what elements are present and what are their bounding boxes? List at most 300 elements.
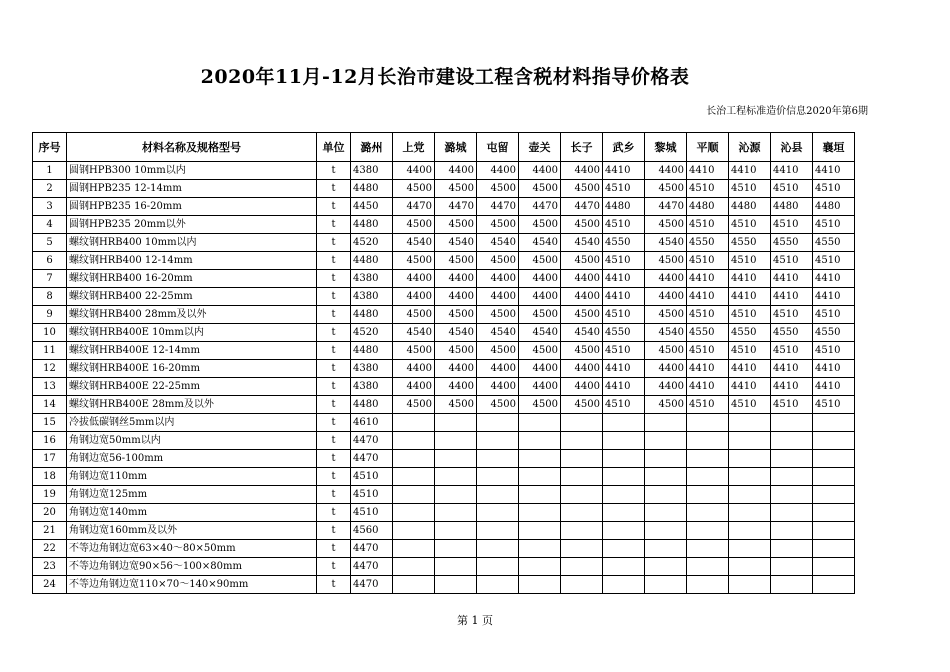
price-cell: 4400 bbox=[477, 270, 519, 288]
unit-cell: t bbox=[317, 342, 351, 360]
price-cell bbox=[435, 504, 477, 522]
price-cell bbox=[435, 468, 477, 486]
price-cell: 4500 bbox=[477, 306, 519, 324]
price-cell: 4410 bbox=[813, 270, 855, 288]
unit-cell: t bbox=[317, 378, 351, 396]
price-cell bbox=[477, 540, 519, 558]
price-cell: 4400 bbox=[477, 360, 519, 378]
price-cell: 4540 bbox=[393, 234, 435, 252]
price-cell bbox=[729, 558, 771, 576]
price-cell bbox=[561, 558, 603, 576]
table-row bbox=[33, 342, 855, 360]
price-cell: 4470 bbox=[351, 576, 393, 594]
price-cell: 4550 bbox=[687, 234, 729, 252]
price-cell: 4510 bbox=[603, 252, 645, 270]
price-cell bbox=[477, 558, 519, 576]
row-number: 16 bbox=[33, 432, 67, 450]
price-cell: 4510 bbox=[729, 306, 771, 324]
price-cell bbox=[813, 468, 855, 486]
price-cell: 4500 bbox=[645, 252, 687, 270]
table-row bbox=[33, 432, 855, 450]
column-header: 潞城 bbox=[435, 133, 477, 162]
price-cell: 4510 bbox=[813, 396, 855, 414]
price-cell: 4510 bbox=[813, 216, 855, 234]
price-cell bbox=[561, 504, 603, 522]
price-cell bbox=[435, 414, 477, 432]
price-cell bbox=[561, 414, 603, 432]
row-number: 2 bbox=[33, 180, 67, 198]
price-cell bbox=[393, 468, 435, 486]
unit-cell: t bbox=[317, 198, 351, 216]
price-cell bbox=[393, 558, 435, 576]
table-row bbox=[33, 450, 855, 468]
price-cell: 4400 bbox=[393, 378, 435, 396]
price-cell bbox=[393, 414, 435, 432]
price-cell: 4480 bbox=[351, 396, 393, 414]
page-title: 2020年11月-12月长治市建设工程含税材料指导价格表 bbox=[200, 66, 690, 88]
price-cell: 4500 bbox=[645, 216, 687, 234]
column-header: 平顺 bbox=[687, 133, 729, 162]
price-cell: 4480 bbox=[351, 180, 393, 198]
price-cell bbox=[603, 558, 645, 576]
price-cell: 4410 bbox=[729, 378, 771, 396]
price-cell: 4410 bbox=[813, 162, 855, 180]
price-cell: 4550 bbox=[603, 324, 645, 342]
price-cell: 4410 bbox=[771, 288, 813, 306]
price-cell: 4510 bbox=[351, 468, 393, 486]
material-name: 螺纹钢HRB400 12-14mm bbox=[67, 252, 317, 270]
unit-cell: t bbox=[317, 504, 351, 522]
price-cell bbox=[771, 450, 813, 468]
price-cell bbox=[645, 486, 687, 504]
material-name: 角钢边宽110mm bbox=[67, 468, 317, 486]
price-cell bbox=[393, 486, 435, 504]
unit-cell: t bbox=[317, 162, 351, 180]
price-cell bbox=[729, 576, 771, 594]
price-cell bbox=[603, 486, 645, 504]
price-cell: 4450 bbox=[351, 198, 393, 216]
price-cell: 4550 bbox=[771, 324, 813, 342]
table-row bbox=[33, 288, 855, 306]
price-cell bbox=[561, 432, 603, 450]
price-cell: 4510 bbox=[687, 252, 729, 270]
price-cell: 4400 bbox=[519, 270, 561, 288]
table-row bbox=[33, 360, 855, 378]
price-cell bbox=[603, 450, 645, 468]
price-cell bbox=[603, 540, 645, 558]
price-cell bbox=[477, 450, 519, 468]
price-cell: 4550 bbox=[687, 324, 729, 342]
row-number: 24 bbox=[33, 576, 67, 594]
unit-cell: t bbox=[317, 288, 351, 306]
price-cell: 4480 bbox=[351, 306, 393, 324]
unit-cell: t bbox=[317, 324, 351, 342]
price-cell bbox=[477, 486, 519, 504]
price-cell: 4480 bbox=[351, 252, 393, 270]
price-cell: 4500 bbox=[561, 342, 603, 360]
price-cell: 4500 bbox=[477, 252, 519, 270]
price-cell: 4400 bbox=[519, 162, 561, 180]
price-cell: 4510 bbox=[351, 504, 393, 522]
unit-cell: t bbox=[317, 414, 351, 432]
price-cell: 4400 bbox=[393, 288, 435, 306]
price-cell: 4500 bbox=[645, 396, 687, 414]
price-cell: 4400 bbox=[435, 162, 477, 180]
price-cell: 4410 bbox=[603, 378, 645, 396]
price-cell bbox=[645, 504, 687, 522]
table-row bbox=[33, 522, 855, 540]
price-cell bbox=[519, 450, 561, 468]
unit-cell: t bbox=[317, 450, 351, 468]
price-cell: 4510 bbox=[771, 396, 813, 414]
table-row bbox=[33, 216, 855, 234]
price-cell bbox=[813, 576, 855, 594]
price-cell: 4520 bbox=[351, 234, 393, 252]
table-row bbox=[33, 540, 855, 558]
row-number: 22 bbox=[33, 540, 67, 558]
price-cell bbox=[435, 432, 477, 450]
table-row bbox=[33, 396, 855, 414]
table-row bbox=[33, 414, 855, 432]
material-name: 圆钢HPB235 20mm以外 bbox=[67, 216, 317, 234]
price-cell bbox=[645, 468, 687, 486]
price-cell: 4510 bbox=[813, 342, 855, 360]
price-cell: 4410 bbox=[729, 162, 771, 180]
price-cell: 4500 bbox=[393, 342, 435, 360]
price-cell: 4500 bbox=[435, 252, 477, 270]
price-cell: 4540 bbox=[477, 324, 519, 342]
price-cell bbox=[393, 522, 435, 540]
price-cell: 4500 bbox=[561, 252, 603, 270]
price-cell bbox=[603, 432, 645, 450]
price-cell bbox=[813, 450, 855, 468]
price-cell bbox=[771, 414, 813, 432]
price-cell: 4400 bbox=[435, 378, 477, 396]
price-cell: 4480 bbox=[729, 198, 771, 216]
price-cell: 4510 bbox=[813, 180, 855, 198]
price-cell: 4480 bbox=[687, 198, 729, 216]
price-cell: 4400 bbox=[645, 360, 687, 378]
price-cell: 4380 bbox=[351, 288, 393, 306]
table-row bbox=[33, 324, 855, 342]
price-cell: 4550 bbox=[813, 234, 855, 252]
price-cell bbox=[687, 504, 729, 522]
price-cell bbox=[519, 558, 561, 576]
price-cell: 4500 bbox=[561, 180, 603, 198]
column-header: 长子 bbox=[561, 133, 603, 162]
price-cell bbox=[645, 450, 687, 468]
price-cell bbox=[435, 486, 477, 504]
unit-cell: t bbox=[317, 234, 351, 252]
price-cell: 4510 bbox=[687, 306, 729, 324]
column-header: 材料名称及规格型号 bbox=[67, 133, 317, 162]
row-number: 14 bbox=[33, 396, 67, 414]
price-cell: 4500 bbox=[435, 216, 477, 234]
price-cell: 4510 bbox=[687, 342, 729, 360]
price-cell bbox=[603, 468, 645, 486]
unit-cell: t bbox=[317, 216, 351, 234]
price-cell: 4410 bbox=[603, 270, 645, 288]
column-header: 上党 bbox=[393, 133, 435, 162]
price-cell bbox=[519, 576, 561, 594]
price-cell bbox=[477, 432, 519, 450]
price-cell: 4500 bbox=[477, 396, 519, 414]
table-body bbox=[33, 162, 855, 594]
price-cell: 4540 bbox=[519, 324, 561, 342]
price-cell: 4480 bbox=[351, 216, 393, 234]
price-cell: 4470 bbox=[645, 198, 687, 216]
column-header: 壶关 bbox=[519, 133, 561, 162]
price-cell bbox=[519, 522, 561, 540]
price-cell bbox=[687, 540, 729, 558]
price-table bbox=[32, 132, 855, 594]
column-header: 襄垣 bbox=[813, 133, 855, 162]
price-cell bbox=[519, 486, 561, 504]
price-cell bbox=[645, 414, 687, 432]
price-cell: 4400 bbox=[645, 288, 687, 306]
material-name: 冷拔低碳钢丝5mm以内 bbox=[67, 414, 317, 432]
price-cell: 4540 bbox=[477, 234, 519, 252]
issue-subtitle: 长治工程标准造价信息2020年第6期 bbox=[706, 106, 868, 117]
table-row bbox=[33, 306, 855, 324]
price-cell: 4410 bbox=[687, 360, 729, 378]
material-name: 角钢边宽140mm bbox=[67, 504, 317, 522]
price-cell: 4410 bbox=[813, 360, 855, 378]
price-cell bbox=[687, 558, 729, 576]
price-cell: 4400 bbox=[645, 270, 687, 288]
price-cell: 4410 bbox=[771, 162, 813, 180]
price-cell bbox=[603, 504, 645, 522]
price-cell: 4500 bbox=[393, 180, 435, 198]
price-cell: 4400 bbox=[645, 162, 687, 180]
price-cell: 4470 bbox=[351, 558, 393, 576]
price-cell: 4550 bbox=[813, 324, 855, 342]
price-cell bbox=[687, 576, 729, 594]
price-cell bbox=[687, 414, 729, 432]
unit-cell: t bbox=[317, 270, 351, 288]
price-cell: 4400 bbox=[561, 360, 603, 378]
material-name: 螺纹钢HRB400 10mm以内 bbox=[67, 234, 317, 252]
table-row bbox=[33, 198, 855, 216]
price-cell bbox=[813, 414, 855, 432]
unit-cell: t bbox=[317, 306, 351, 324]
material-name: 螺纹钢HRB400E 10mm以内 bbox=[67, 324, 317, 342]
price-cell: 4380 bbox=[351, 378, 393, 396]
price-cell bbox=[519, 540, 561, 558]
price-cell: 4520 bbox=[351, 324, 393, 342]
price-cell bbox=[393, 432, 435, 450]
price-cell bbox=[645, 558, 687, 576]
table-row bbox=[33, 234, 855, 252]
price-cell: 4480 bbox=[771, 198, 813, 216]
price-cell: 4470 bbox=[561, 198, 603, 216]
price-cell bbox=[393, 504, 435, 522]
price-cell: 4510 bbox=[687, 396, 729, 414]
price-cell: 4410 bbox=[687, 270, 729, 288]
row-number: 6 bbox=[33, 252, 67, 270]
row-number: 21 bbox=[33, 522, 67, 540]
price-cell: 4410 bbox=[603, 288, 645, 306]
price-cell: 4400 bbox=[393, 162, 435, 180]
price-cell: 4400 bbox=[561, 162, 603, 180]
price-cell: 4510 bbox=[729, 342, 771, 360]
price-cell: 4510 bbox=[603, 396, 645, 414]
price-cell: 4510 bbox=[729, 252, 771, 270]
price-cell: 4510 bbox=[771, 180, 813, 198]
price-cell bbox=[687, 486, 729, 504]
column-header: 武乡 bbox=[603, 133, 645, 162]
price-cell bbox=[435, 540, 477, 558]
table-row bbox=[33, 378, 855, 396]
price-cell: 4410 bbox=[771, 378, 813, 396]
material-name: 角钢边宽50mm以内 bbox=[67, 432, 317, 450]
price-cell: 4400 bbox=[561, 270, 603, 288]
price-cell: 4480 bbox=[603, 198, 645, 216]
material-name: 角钢边宽125mm bbox=[67, 486, 317, 504]
unit-cell: t bbox=[317, 360, 351, 378]
price-cell: 4550 bbox=[603, 234, 645, 252]
price-cell bbox=[477, 414, 519, 432]
price-cell bbox=[729, 504, 771, 522]
price-cell: 4400 bbox=[519, 360, 561, 378]
price-cell: 4400 bbox=[477, 162, 519, 180]
price-cell bbox=[393, 450, 435, 468]
price-cell: 4400 bbox=[393, 270, 435, 288]
price-cell bbox=[561, 450, 603, 468]
price-cell: 4510 bbox=[687, 216, 729, 234]
price-cell: 4400 bbox=[435, 270, 477, 288]
price-cell bbox=[813, 522, 855, 540]
price-cell bbox=[687, 450, 729, 468]
price-cell bbox=[771, 576, 813, 594]
price-cell: 4400 bbox=[561, 378, 603, 396]
price-cell: 4410 bbox=[687, 288, 729, 306]
price-cell bbox=[729, 414, 771, 432]
price-cell: 4500 bbox=[561, 396, 603, 414]
price-cell: 4470 bbox=[435, 198, 477, 216]
unit-cell: t bbox=[317, 576, 351, 594]
price-cell bbox=[603, 576, 645, 594]
table-row bbox=[33, 576, 855, 594]
price-cell bbox=[393, 576, 435, 594]
table-row bbox=[33, 504, 855, 522]
material-name: 圆钢HPB300 10mm以内 bbox=[67, 162, 317, 180]
price-cell bbox=[519, 432, 561, 450]
price-cell: 4500 bbox=[519, 180, 561, 198]
price-cell: 4500 bbox=[477, 216, 519, 234]
unit-cell: t bbox=[317, 468, 351, 486]
row-number: 19 bbox=[33, 486, 67, 504]
price-cell: 4510 bbox=[771, 306, 813, 324]
price-cell: 4500 bbox=[519, 216, 561, 234]
price-cell bbox=[561, 522, 603, 540]
column-header: 屯留 bbox=[477, 133, 519, 162]
price-cell: 4500 bbox=[519, 252, 561, 270]
row-number: 1 bbox=[33, 162, 67, 180]
price-cell: 4400 bbox=[435, 360, 477, 378]
unit-cell: t bbox=[317, 558, 351, 576]
price-cell: 4500 bbox=[393, 252, 435, 270]
row-number: 5 bbox=[33, 234, 67, 252]
price-cell: 4500 bbox=[561, 216, 603, 234]
price-cell: 4470 bbox=[351, 450, 393, 468]
material-name: 角钢边宽56-100mm bbox=[67, 450, 317, 468]
row-number: 4 bbox=[33, 216, 67, 234]
price-cell: 4540 bbox=[645, 324, 687, 342]
row-number: 20 bbox=[33, 504, 67, 522]
price-cell: 4550 bbox=[729, 324, 771, 342]
material-name: 螺纹钢HRB400E 28mm及以外 bbox=[67, 396, 317, 414]
price-cell: 4540 bbox=[435, 324, 477, 342]
price-cell bbox=[645, 576, 687, 594]
price-cell bbox=[435, 522, 477, 540]
price-cell: 4470 bbox=[351, 540, 393, 558]
price-cell: 4510 bbox=[603, 216, 645, 234]
header-row bbox=[33, 133, 855, 162]
price-cell bbox=[435, 576, 477, 594]
material-name: 不等边角钢边宽110×70～140×90mm bbox=[67, 576, 317, 594]
column-header: 单位 bbox=[317, 133, 351, 162]
material-name: 螺纹钢HRB400E 16-20mm bbox=[67, 360, 317, 378]
price-cell bbox=[519, 504, 561, 522]
price-cell: 4500 bbox=[519, 306, 561, 324]
price-cell: 4510 bbox=[729, 396, 771, 414]
price-cell bbox=[561, 576, 603, 594]
material-name: 螺纹钢HRB400 22-25mm bbox=[67, 288, 317, 306]
price-cell bbox=[813, 432, 855, 450]
column-header: 沁县 bbox=[771, 133, 813, 162]
price-cell: 4410 bbox=[771, 360, 813, 378]
price-cell: 4500 bbox=[435, 306, 477, 324]
price-cell bbox=[603, 522, 645, 540]
price-cell bbox=[603, 414, 645, 432]
material-name: 螺纹钢HRB400E 22-25mm bbox=[67, 378, 317, 396]
price-cell: 4510 bbox=[603, 180, 645, 198]
row-number: 8 bbox=[33, 288, 67, 306]
table-row bbox=[33, 252, 855, 270]
row-number: 3 bbox=[33, 198, 67, 216]
price-cell: 4500 bbox=[435, 342, 477, 360]
price-cell: 4400 bbox=[561, 288, 603, 306]
price-cell: 4410 bbox=[687, 162, 729, 180]
row-number: 15 bbox=[33, 414, 67, 432]
row-number: 13 bbox=[33, 378, 67, 396]
unit-cell: t bbox=[317, 522, 351, 540]
price-cell bbox=[645, 540, 687, 558]
material-name: 螺纹钢HRB400 28mm及以外 bbox=[67, 306, 317, 324]
price-cell: 4400 bbox=[393, 360, 435, 378]
table-row bbox=[33, 468, 855, 486]
price-cell: 4540 bbox=[561, 234, 603, 252]
price-cell bbox=[771, 522, 813, 540]
price-cell bbox=[729, 486, 771, 504]
price-cell: 4510 bbox=[771, 342, 813, 360]
row-number: 11 bbox=[33, 342, 67, 360]
material-name: 圆钢HPB235 16-20mm bbox=[67, 198, 317, 216]
price-cell: 4410 bbox=[729, 270, 771, 288]
row-number: 7 bbox=[33, 270, 67, 288]
row-number: 23 bbox=[33, 558, 67, 576]
material-name: 不等边角钢边宽90×56～100×80mm bbox=[67, 558, 317, 576]
price-cell: 4380 bbox=[351, 270, 393, 288]
price-cell: 4540 bbox=[435, 234, 477, 252]
price-cell bbox=[771, 540, 813, 558]
price-cell bbox=[687, 522, 729, 540]
price-cell bbox=[729, 432, 771, 450]
price-cell: 4470 bbox=[393, 198, 435, 216]
price-cell bbox=[813, 558, 855, 576]
price-cell: 4500 bbox=[519, 342, 561, 360]
